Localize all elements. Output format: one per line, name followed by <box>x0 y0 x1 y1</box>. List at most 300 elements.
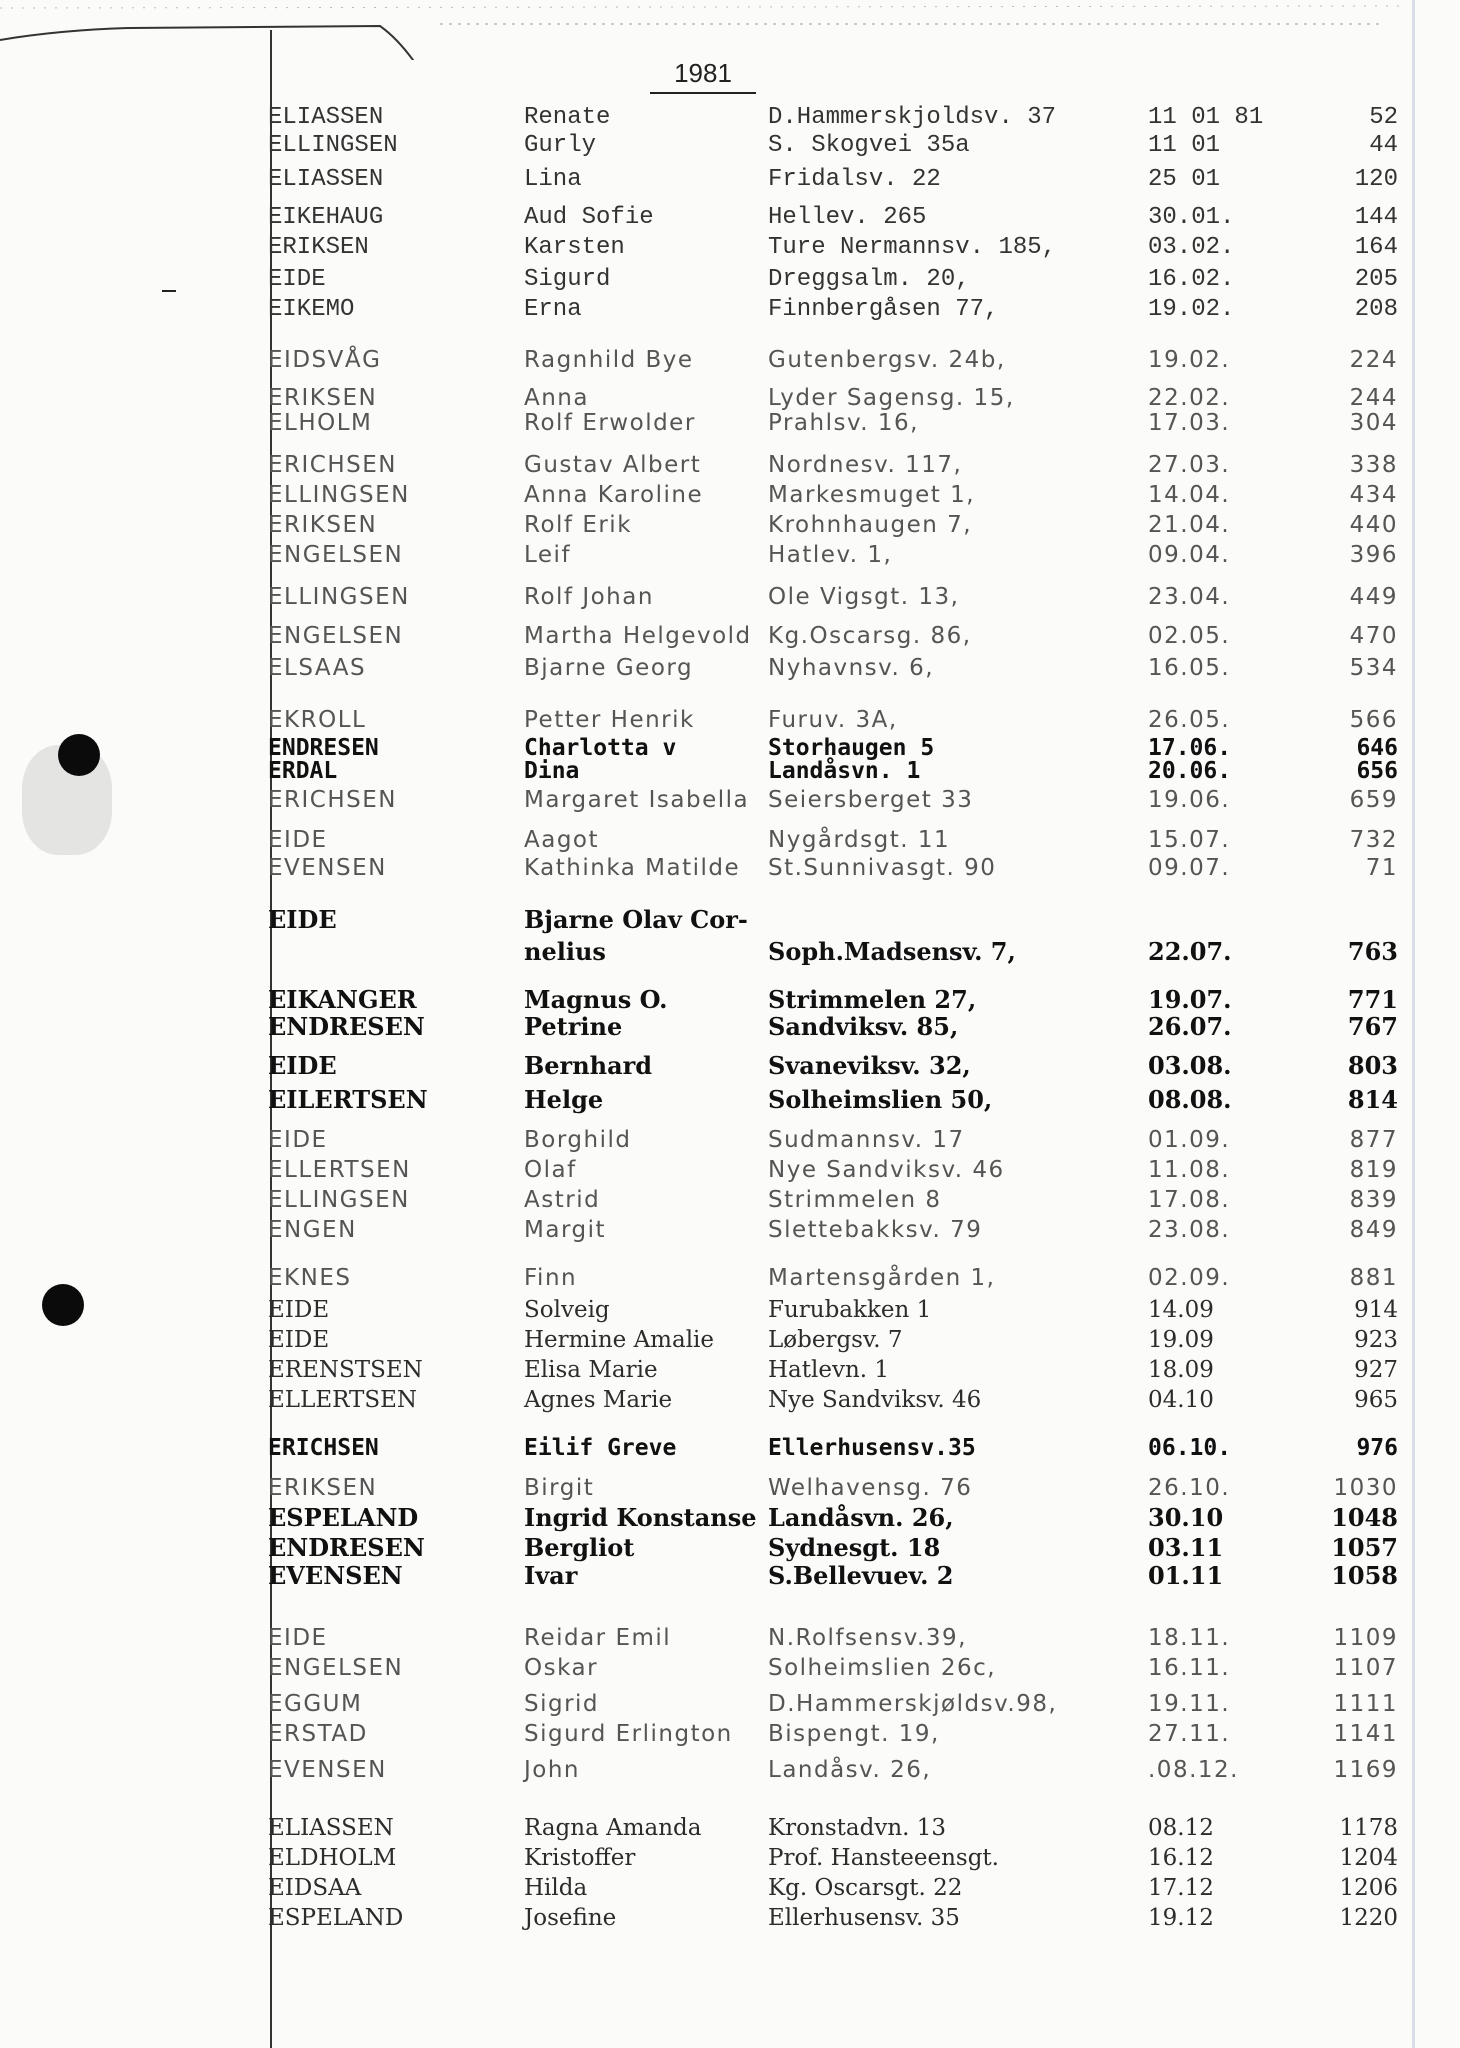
date: 03.11 <box>1148 1533 1224 1562</box>
surname: ELIASSEN <box>268 1815 394 1841</box>
address: Landåsv. 26, <box>768 1757 932 1783</box>
surname: EIDE <box>268 266 326 293</box>
given-name: Karsten <box>524 234 625 261</box>
date: 19.02. <box>1148 296 1235 323</box>
surname: EVENSEN <box>268 1757 387 1783</box>
given-name: Ragna Amanda <box>524 1815 702 1841</box>
date: 11 01 <box>1148 132 1221 159</box>
address: Kronstadvn. 13 <box>768 1815 947 1841</box>
surname: ELIASSEN <box>268 104 384 131</box>
date: 18.11. <box>1148 1625 1231 1651</box>
given-name: Eilif Greve <box>524 1435 677 1461</box>
given-name: Olaf <box>524 1157 577 1183</box>
record-row <box>0 1433 1410 1463</box>
surname: ELDHOLM <box>268 1845 397 1871</box>
given-name: Anna <box>524 385 589 411</box>
address: Ellerhusensv. 35 <box>768 1905 960 1931</box>
date: 19.12 <box>1148 1905 1214 1931</box>
given-name: Margaret Isabella <box>524 787 750 813</box>
entry-number: 566 <box>1349 707 1398 733</box>
entry-number: 52 <box>1369 104 1398 131</box>
address: Finnbergåsen 77, <box>768 296 999 323</box>
address: Storhaugen 5 <box>768 735 935 761</box>
date: 23.04. <box>1148 584 1231 610</box>
surname: EILERTSEN <box>268 1085 428 1114</box>
surname: ERICHSEN <box>268 1435 379 1461</box>
record-row <box>0 1873 1410 1903</box>
address: Hatlevn. 1 <box>768 1357 890 1383</box>
date: 19.02. <box>1148 347 1231 373</box>
entry-number: 164 <box>1354 234 1398 261</box>
surname: EIDSAA <box>268 1875 362 1901</box>
surname: ELIASSEN <box>268 166 384 193</box>
date: 14.04. <box>1148 482 1231 508</box>
entry-number: 1057 <box>1331 1533 1398 1562</box>
given-name: Gustav Albert <box>524 452 702 478</box>
year-underline <box>650 92 756 94</box>
address: Markesmuget 1, <box>768 482 976 508</box>
record-row <box>0 265 1410 295</box>
record-row <box>0 825 1410 855</box>
surname: EIDE <box>268 1625 328 1651</box>
record-row <box>0 1185 1410 1215</box>
surname: EIDE <box>268 1051 337 1080</box>
date: 16.02. <box>1148 266 1235 293</box>
surname: ELLERTSEN <box>268 1387 418 1413</box>
address: N.Rolfsensv.39, <box>768 1625 967 1651</box>
date: 26.07. <box>1148 1012 1232 1041</box>
date: 04.10 <box>1148 1387 1214 1413</box>
surname: ENGELSEN <box>268 1655 404 1681</box>
entry-number: 1206 <box>1339 1875 1398 1901</box>
address: Landåsvn. 26, <box>768 1503 954 1532</box>
date: 03.02. <box>1148 234 1235 261</box>
entry-number: 803 <box>1347 1051 1398 1080</box>
surname: EIDE <box>268 1297 330 1323</box>
date: 20.06. <box>1148 758 1232 784</box>
record-row <box>0 1295 1410 1325</box>
surname: EIKANGER <box>268 985 417 1014</box>
entry-number: 1058 <box>1331 1561 1398 1590</box>
date: 09.07. <box>1148 855 1231 881</box>
surname: ENDRESEN <box>268 1533 425 1562</box>
given-name: Kristoffer <box>524 1845 636 1871</box>
record-row <box>0 295 1410 325</box>
record-row <box>0 705 1410 735</box>
record-row <box>0 785 1410 815</box>
address: Lyder Sagensg. 15, <box>768 385 1015 411</box>
given-name: Elisa Marie <box>524 1357 658 1383</box>
given-name: Charlotta v <box>524 735 677 761</box>
record-row <box>0 1085 1410 1115</box>
given-name: Aud Sofie <box>524 204 654 231</box>
address: Prof. Hansteeensgt. <box>768 1845 999 1871</box>
given-name: Martha Helgevold <box>524 623 752 649</box>
address: Strimmelen 8 <box>768 1187 942 1213</box>
record-row <box>0 1719 1410 1749</box>
entry-number: 1141 <box>1333 1721 1398 1747</box>
page-right-edge <box>1412 0 1415 2048</box>
address: Sandviksv. 85, <box>768 1012 959 1041</box>
address: Sudmannsv. 17 <box>768 1127 965 1153</box>
surname: EVENSEN <box>268 1561 403 1590</box>
record-row <box>0 985 1410 1015</box>
entry-number: 396 <box>1349 542 1398 568</box>
address: S.Bellevuev. 2 <box>768 1561 954 1590</box>
entry-number: 1220 <box>1339 1905 1398 1931</box>
entry-number: 120 <box>1354 166 1398 193</box>
date: 30.01. <box>1148 204 1235 231</box>
record-row <box>0 1689 1410 1719</box>
given-name: Finn <box>524 1265 578 1291</box>
given-name: Birgit <box>524 1475 595 1501</box>
year-heading: 1981 <box>674 58 732 88</box>
address: Ture Nermannsv. 185, <box>768 234 1057 261</box>
date: 16.12 <box>1148 1845 1214 1871</box>
date: 16.11. <box>1148 1655 1231 1681</box>
date: 19.11. <box>1148 1691 1231 1717</box>
date: 23.08. <box>1148 1217 1231 1243</box>
record-row <box>0 1813 1410 1843</box>
surname: EIDSVÅG <box>268 347 382 373</box>
address: Svaneviksv. 32, <box>768 1051 971 1080</box>
given-name: Rolf Erwolder <box>524 410 696 436</box>
given-name: Ivar <box>524 1561 578 1590</box>
entry-number: 1048 <box>1331 1503 1398 1532</box>
torn-top-edge <box>0 0 1460 60</box>
address: Krohnhaugen 7, <box>768 512 973 538</box>
record-row <box>0 103 1410 133</box>
entry-number: 927 <box>1354 1357 1398 1383</box>
record-row <box>0 1263 1410 1293</box>
surname: ENGEN <box>268 1217 357 1243</box>
record-row <box>0 1125 1410 1155</box>
entry-number: 224 <box>1349 347 1398 373</box>
surname: ERSTAD <box>268 1721 368 1747</box>
entry-number: 434 <box>1349 482 1398 508</box>
given-name: Dina <box>524 758 580 784</box>
surname: ESPELAND <box>268 1503 419 1532</box>
entry-number: 976 <box>1356 1435 1398 1461</box>
entry-number: 440 <box>1349 512 1398 538</box>
address: Ellerhusensv.35 <box>768 1435 976 1461</box>
date: 15.07. <box>1148 827 1231 853</box>
address: Løbergsv. 7 <box>768 1327 903 1353</box>
date: 11 01 81 <box>1148 104 1264 131</box>
surname: ERICHSEN <box>268 452 397 478</box>
surname: EIDE <box>268 905 337 934</box>
record-row <box>0 937 1410 967</box>
address: Martensgården 1, <box>768 1265 996 1291</box>
entry-number: 1204 <box>1339 1845 1398 1871</box>
entry-number: 1178 <box>1339 1815 1398 1841</box>
entry-number: 839 <box>1349 1187 1398 1213</box>
record-row <box>0 540 1410 570</box>
record-row <box>0 621 1410 651</box>
date: 08.08. <box>1148 1085 1232 1114</box>
address: Furubakken 1 <box>768 1297 932 1323</box>
entry-number: 304 <box>1349 410 1398 436</box>
surname: ELLINGSEN <box>268 482 410 508</box>
surname: EIDE <box>268 827 328 853</box>
surname: ESPELAND <box>268 1905 404 1931</box>
entry-number: 767 <box>1347 1012 1398 1041</box>
record-row <box>0 233 1410 263</box>
address: Bispengt. 19, <box>768 1721 940 1747</box>
record-row <box>0 408 1410 438</box>
date: 26.05. <box>1148 707 1231 733</box>
entry-number: 659 <box>1349 787 1398 813</box>
record-row <box>0 1623 1410 1653</box>
record-row <box>0 1355 1410 1385</box>
entry-number: 849 <box>1349 1217 1398 1243</box>
date: 17.03. <box>1148 410 1231 436</box>
given-name: Oskar <box>524 1655 599 1681</box>
address: Gutenbergsv. 24b, <box>768 347 1006 373</box>
date: 22.07. <box>1148 937 1232 966</box>
record-row <box>0 1051 1410 1081</box>
date: 26.10. <box>1148 1475 1231 1501</box>
entry-number: 1111 <box>1333 1691 1398 1717</box>
address: Furuv. 3A, <box>768 707 898 733</box>
date: 01.09. <box>1148 1127 1231 1153</box>
surname: ENDRESEN <box>268 735 379 761</box>
given-name: nelius <box>524 937 606 966</box>
record-row <box>0 1473 1410 1503</box>
surname: EKROLL <box>268 707 367 733</box>
date: 08.12 <box>1148 1815 1214 1841</box>
address: Solheimslien 26c, <box>768 1655 997 1681</box>
record-row <box>0 905 1410 935</box>
given-name: Erna <box>524 296 582 323</box>
date: 14.09 <box>1148 1297 1214 1323</box>
address: Nye Sandviksv. 46 <box>768 1157 1005 1183</box>
record-row <box>0 1903 1410 1933</box>
address: Seiersberget 33 <box>768 787 974 813</box>
date: .08.12. <box>1148 1757 1239 1783</box>
address: Nordnesv. 117, <box>768 452 963 478</box>
given-name: Reidar Emil <box>524 1625 672 1651</box>
given-name: Rolf Johan <box>524 584 654 610</box>
entry-number: 819 <box>1349 1157 1398 1183</box>
entry-number: 44 <box>1369 132 1398 159</box>
date: 19.06. <box>1148 787 1231 813</box>
address: Sydnesgt. 18 <box>768 1533 941 1562</box>
surname: EGGUM <box>268 1691 363 1717</box>
address: Hatlev. 1, <box>768 542 893 568</box>
surname: EIKEHAUG <box>268 204 384 231</box>
entry-number: 144 <box>1354 204 1398 231</box>
entry-number: 656 <box>1356 758 1398 784</box>
address: St.Sunnivasgt. 90 <box>768 855 997 881</box>
entry-number: 71 <box>1365 855 1398 881</box>
given-name: Helge <box>524 1085 604 1114</box>
address: Nye Sandviksv. 46 <box>768 1387 982 1413</box>
given-name: Agnes Marie <box>524 1387 673 1413</box>
address: Fridalsv. 22 <box>768 166 941 193</box>
surname: ENDRESEN <box>268 1012 425 1041</box>
entry-number: 1030 <box>1333 1475 1398 1501</box>
address: Soph.Madsensv. 7, <box>768 937 1016 966</box>
given-name: Josefine <box>524 1905 617 1931</box>
given-name: Bergliot <box>524 1533 635 1562</box>
given-name: Solveig <box>524 1297 610 1323</box>
entry-number: 814 <box>1347 1085 1398 1114</box>
given-name: Bjarne Olav Cor- <box>524 905 748 934</box>
entry-number: 208 <box>1354 296 1398 323</box>
surname: ENGELSEN <box>268 542 404 568</box>
given-name: John <box>524 1757 581 1783</box>
given-name: Aagot <box>524 827 600 853</box>
entry-number: 449 <box>1349 584 1398 610</box>
given-name: Gurly <box>524 132 597 159</box>
address: Kg. Oscarsgt. 22 <box>768 1875 963 1901</box>
given-name: Bernhard <box>524 1051 653 1080</box>
entry-number: 732 <box>1349 827 1398 853</box>
record-row <box>0 345 1410 375</box>
entry-number: 914 <box>1354 1297 1398 1323</box>
given-name: Leif <box>524 542 572 568</box>
surname: ERICHSEN <box>268 787 397 813</box>
date: 17.08. <box>1148 1187 1231 1213</box>
date: 25 01 <box>1148 166 1221 193</box>
date: 11.08. <box>1148 1157 1231 1183</box>
entry-number: 244 <box>1349 385 1398 411</box>
surname: ERENSTSEN <box>268 1357 423 1383</box>
address: S. Skogvei 35a <box>768 132 970 159</box>
surname: ELLINGSEN <box>268 132 398 159</box>
record-row <box>0 1653 1410 1683</box>
date: 22.02. <box>1148 385 1231 411</box>
surname: ENGELSEN <box>268 623 404 649</box>
date: 06.10. <box>1148 1435 1232 1461</box>
date: 02.09. <box>1148 1265 1231 1291</box>
given-name: Anna Karoline <box>524 482 704 508</box>
address: Prahlsv. 16, <box>768 410 919 436</box>
surname: EVENSEN <box>268 855 387 881</box>
entry-number: 965 <box>1354 1387 1398 1413</box>
record-row <box>0 165 1410 195</box>
record-row <box>0 1385 1410 1415</box>
address: D.Hammerskjøldsv.98, <box>768 1691 1058 1717</box>
surname: ELHOLM <box>268 410 373 436</box>
given-name: Hilda <box>524 1875 588 1901</box>
date: 03.08. <box>1148 1051 1232 1080</box>
address: Hellev. 265 <box>768 204 927 231</box>
given-name: Kathinka Matilde <box>524 855 741 881</box>
given-name: Bjarne Georg <box>524 655 694 681</box>
entry-number: 1109 <box>1333 1625 1398 1651</box>
given-name: Ragnhild Bye <box>524 347 694 373</box>
entry-number: 771 <box>1347 985 1398 1014</box>
date: 27.11. <box>1148 1721 1231 1747</box>
record-row <box>0 1325 1410 1355</box>
record-row <box>0 1155 1410 1185</box>
given-name: Margit <box>524 1217 606 1243</box>
date: 27.03. <box>1148 452 1231 478</box>
date: 30.10 <box>1148 1503 1224 1532</box>
address: Strimmelen 27, <box>768 985 977 1014</box>
surname: ERIKSEN <box>268 385 378 411</box>
given-name: Lina <box>524 166 582 193</box>
date: 21.04. <box>1148 512 1231 538</box>
date: 09.04. <box>1148 542 1231 568</box>
date: 02.05. <box>1148 623 1231 649</box>
given-name: Magnus O. <box>524 985 668 1014</box>
given-name: Borghild <box>524 1127 632 1153</box>
entry-number: 1107 <box>1333 1655 1398 1681</box>
address: Kg.Oscarsg. 86, <box>768 623 972 649</box>
address: Dreggsalm. 20, <box>768 266 970 293</box>
surname: EIDE <box>268 1127 328 1153</box>
surname: EIDE <box>268 1327 330 1353</box>
address: Welhavensg. 76 <box>768 1475 973 1501</box>
surname: ELLERTSEN <box>268 1157 411 1183</box>
address: Ole Vigsgt. 13, <box>768 584 960 610</box>
date: 17.06. <box>1148 735 1232 761</box>
date: 18.09 <box>1148 1357 1214 1383</box>
given-name: Ingrid Konstanse <box>524 1503 757 1532</box>
entry-number: 534 <box>1349 655 1398 681</box>
record-row <box>0 203 1410 233</box>
entry-number: 881 <box>1349 1265 1398 1291</box>
entry-number: 205 <box>1354 266 1398 293</box>
address: D.Hammerskjoldsv. 37 <box>768 104 1057 131</box>
entry-number: 877 <box>1349 1127 1398 1153</box>
surname: ERIKSEN <box>268 234 369 261</box>
address: Solheimslien 50, <box>768 1085 993 1114</box>
given-name: Rolf Erik <box>524 512 633 538</box>
surname: ELLINGSEN <box>268 1187 410 1213</box>
record-row <box>0 1755 1410 1785</box>
record-row <box>0 1533 1410 1563</box>
date: 01.11 <box>1148 1561 1224 1590</box>
record-row <box>0 582 1410 612</box>
entry-number: 470 <box>1349 623 1398 649</box>
surname: EIKEMO <box>268 296 355 323</box>
entry-number: 646 <box>1356 735 1398 761</box>
entry-number: 1169 <box>1333 1757 1398 1783</box>
date: 19.09 <box>1148 1327 1214 1353</box>
date: 19.07. <box>1148 985 1232 1014</box>
record-row <box>0 1503 1410 1533</box>
given-name: Sigurd <box>524 266 611 293</box>
address: Landåsvn. 1 <box>768 758 921 784</box>
given-name: Sigrid <box>524 1691 600 1717</box>
record-row <box>0 1843 1410 1873</box>
surname: ERIKSEN <box>268 1475 378 1501</box>
surname: ERDAL <box>268 758 338 784</box>
entry-number: 923 <box>1354 1327 1398 1353</box>
record-row <box>0 1215 1410 1245</box>
entry-number: 763 <box>1347 937 1398 966</box>
record-row <box>0 1561 1410 1591</box>
surname: ELLINGSEN <box>268 584 410 610</box>
surname: EKNES <box>268 1265 352 1291</box>
entry-number: 338 <box>1349 452 1398 478</box>
given-name: Astrid <box>524 1187 601 1213</box>
surname: ELSAAS <box>268 655 367 681</box>
given-name: Hermine Amalie <box>524 1327 715 1353</box>
record-row <box>0 756 1410 786</box>
record-row <box>0 480 1410 510</box>
record-row <box>0 510 1410 540</box>
record-row <box>0 131 1410 161</box>
given-name: Petter Henrik <box>524 707 695 733</box>
record-row <box>0 853 1410 883</box>
address: Nygårdsgt. 11 <box>768 827 951 853</box>
given-name: Renate <box>524 104 611 131</box>
